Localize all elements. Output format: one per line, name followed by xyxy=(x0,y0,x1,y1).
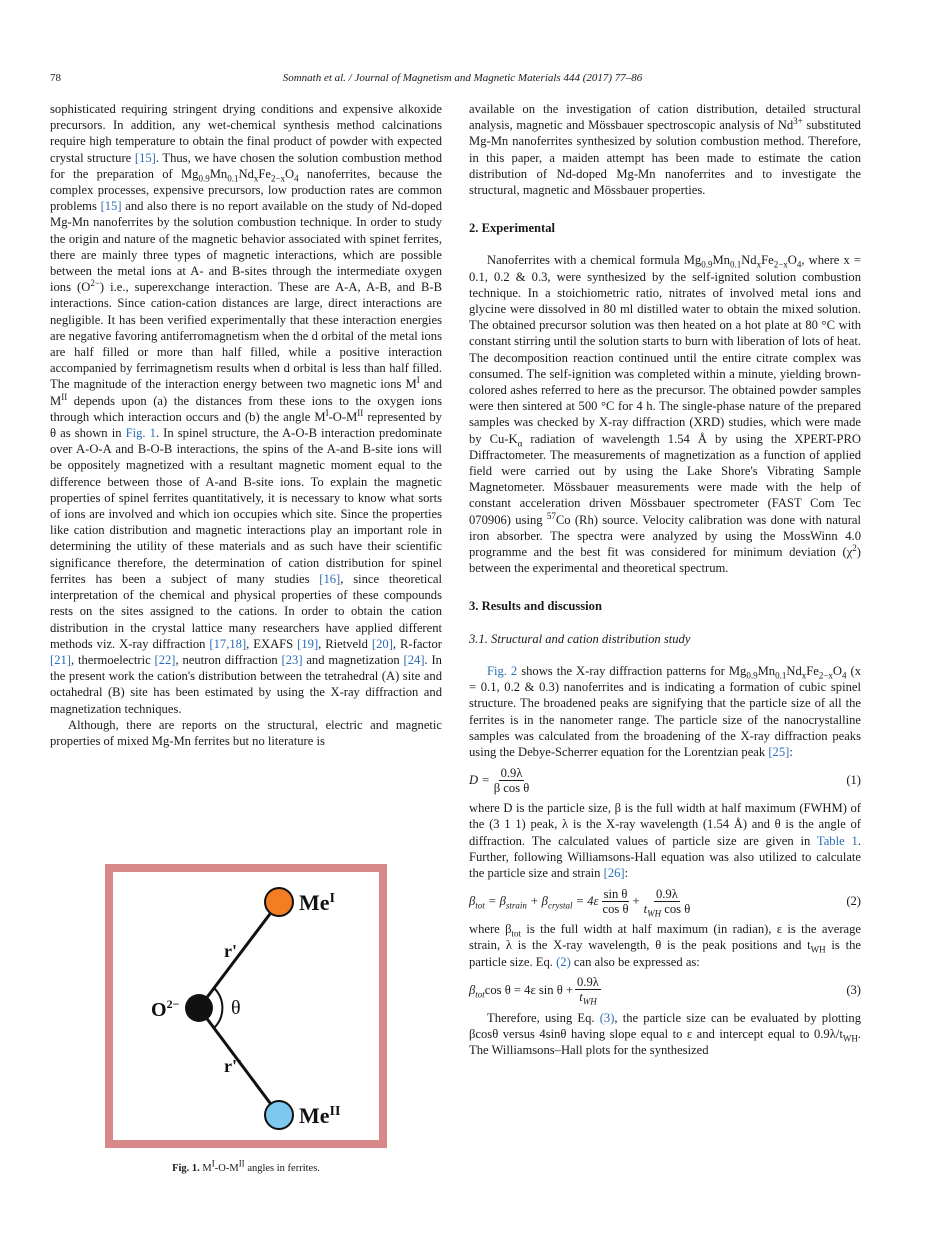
left-paragraph-1: sophisticated requiring stringent drying conditions and expensive alkoxide precursors. In addition, any wet-chemical synthesis method calcinations require high temperature to obtain the final product of powder with expected crystal structure [15]. Thus, we have chosen the solution combustion method for the preparation of $Mg_{0.9}Mn_{0.1}Nd_xFe_{2-x}O_4$ nanoferrites, because the complex processes, expensive precursors, low production rates are common problems [15] and also there is no report available on the study of Nd-doped Mg-Mn nanoferrites by the solution combustion technique. In order to study the origin and nature of the magnetic behavior associated with spinet ferrites, there are mainly three types of magnetic interactions, which are possible between the metal ions at A- and B-sites through the intermediate oxygen ions $(O^{2-})$ i.e., superexchange interaction. These are A-A, A-B, and B-B interactions. Since cation-cation distances are large, direct interactions are negligible. It has been verified experimentally that these interaction energies are negative favoring antiferromagnetism when the d orbital of the metal ions are half filled or more than half filled, while a positive interaction accompanied by ferrimagnetism results when d orbital is less than half filled. The magnitude of the interaction energy between two magnetic ions $M^I$ and $M^{II}$ depends upon (a) the distances from these ions to the oxygen ions through which interaction occurs and (b) the angle $M^I-O-M^{II}$ represented by θ as shown in Fig. 1. In spinel structure, the A-O-B interaction predominate over A-O-A and B-O-B interactions, the spins of the A-and B-site ions will be oppositely magnetized with a resultant magnetic moment equal to the difference between those of A-and B-site ions. To explain the magnetic properties of spinel ferrites quantitatively, it is necessary to know what sorts of ions are involved and which ion occupies which site. Since the properties like cation distribution and magnetic interactions play an important role in determining the utility of these materials and as such have their scientific significance therefore, the determination of cation distribution for spinel ferrites has been a subject of many studies [16], since theoretical interpretation of the chemical and physical properties of these compounds rests on the sites assigned to the cations. In order to obtain the cation distribution in the crystal lattice many researchers have applied different methods viz. X-ray diffraction [17,18], EXAFS [19], Rietveld [20], R-factor [21], thermoelectric [22], neutron diffraction [23] and magnetization [24]. In the present work the cation's distribution between the tetrahedral (A) site and octahedral (B) site has been estimated by using the X-ray diffraction and magnetization techniques. xyxy=(50,102,442,716)
label-oxygen: $O^{2-}$ xyxy=(151,997,180,1021)
equation-3: $\beta_{tot}$ cos θ = 4ε sin θ + $\frac{0.9\lambda}{t_{WH}}$ (3) xyxy=(469,975,861,1007)
label-r-prime: r' xyxy=(224,941,237,961)
equation-1-number: (1) xyxy=(846,773,861,788)
metal-ion-1 xyxy=(265,888,293,916)
section-2-heading: 2. Experimental xyxy=(469,221,556,236)
experimental-paragraph: Nanoferrites with a chemical formula $Mg_{0.9}Mn_{0.1}Nd_xFe_{2-x}O_4$, where x = 0.1, 0.2 & 0.3, were synthesized by the self-ignited solution combustion technique. In a stoichiometric ratio, nitrates of involved metal ions and glycine were dissolved in 80 ml distilled water to obtain the mixed solution. The obtained precursor solution was then heated on a hot plate at 80 °C with constant stirring until the solution starts to burn with liberation of lots of heat. The decomposition reaction continued until the entire citrate complex was consumed. The self-ignition was completed within a minute, yielding brown-colored ashes referred to here as the precursor. The obtained powder samples were then sintered at 500 °C for 4 h. The single-phase nature of the prepared samples was checked by X-ray diffraction (XRD) studies, which were made by $Cu-K_\alpha$ radiation of wavelength 1.54 Å by using the XPERT-PRO Diffractometer. The measurements of magnetization as a function of applied field were carried out by using the Lake Shore's Vibrating Sample Magnetometer. Mössbauer measurements were made with the help of constant acceleration driven Mössbauer spectrometer (FAST Com Tec 070906) using $^{57}$Co (Rh) source. Velocity calibration was done with natural iron absorber. The spectra were analyzed by using the MossWinn 4.0 programme and the best fit was considered for minimum deviation $(\chi^2)$ between the experimental and theoretical spectrum. xyxy=(469,253,862,576)
ref-22[interactable]: [22] xyxy=(154,652,176,667)
label-r-double-prime: r'' xyxy=(224,1056,242,1076)
equation-2-number: (2) xyxy=(846,894,861,909)
fig-2-link[interactable]: Fig. 2 xyxy=(487,663,518,678)
ref-16[interactable]: [16] xyxy=(319,571,341,586)
eq-2-link[interactable]: (2) xyxy=(556,954,571,969)
table-1-link[interactable]: Table 1 xyxy=(816,833,858,848)
section-3-1-heading: 3.1. Structural and cation distribution study xyxy=(469,631,691,646)
results-paragraph-3: where $\beta_{tot}$ is the full width at half maximum (in radian), ε is the average strain, λ is the X-ray wavelength, θ is the peak positions and $t_{WH}$ is the particle size. Eq. (2) can also be expressed as: xyxy=(469,922,861,969)
ref-26[interactable]: [26] xyxy=(603,865,625,880)
left-paragraph-2: Although, there are reports on the structural, electric and magnetic properties of mixed Mg-Mn ferrites but no literature is xyxy=(50,717,442,748)
equation-1: D = $\frac{0.9\lambda}{\text{β cos θ}}$ (1) xyxy=(469,765,861,795)
section-3-heading: 3. Results and discussion xyxy=(469,599,602,614)
metal-ion-2 xyxy=(265,1101,293,1129)
equation-3-number: (3) xyxy=(846,982,861,997)
results-paragraph-4: Therefore, using Eq. (3), the particle size can be evaluated by plotting βcosθ versus 4sinθ having slope equal to ε and intercept equal to $0.9\lambda/t_{WH}$. The Williamsons–Hall plots for the synthesized xyxy=(469,1010,861,1058)
label-theta: θ xyxy=(231,997,241,1019)
right-paragraph-0: available on the investigation of cation distribution, detailed structural analysis, magnetic and Mössbauer spectroscopic analysis of $Nd^{3+}$ substituted Mg-Mn nanoferrites synthesized by solution combustion method. Therefore, in this paper, a maiden attempt has been made to estimate the cation distribution of Nd-doped Mg-Mn nanoferrites and to investigate the structural, magnetic and Mössbauer properties. xyxy=(469,102,861,198)
angle-diagram xyxy=(113,872,379,1140)
oxygen-atom xyxy=(185,994,213,1022)
ref-15[interactable]: [15] xyxy=(134,150,156,165)
bond-line-upper xyxy=(199,902,279,1008)
results-paragraph-2: where D is the particle size, β is the full width at half maximum (FWHM) of the (3 1 1) peak, λ is the X-ray wavelength (1.54 Å) and θ is the angle of diffraction. The calculated values of particle size are given in Table 1. Further, following Williamsons-Hall equation was also utilized to calculate the particle size and strain [26]: xyxy=(469,801,861,880)
ref-15b[interactable]: [15] xyxy=(100,199,122,214)
figure-1 xyxy=(113,872,379,1140)
label-me-1: $Me^I$ xyxy=(299,890,335,915)
figure-1-caption: Fig. 1. $M^I-O-M^{II}$ angles in ferrites. xyxy=(172,1158,320,1174)
results-paragraph-1: Fig. 2 shows the X-ray diffraction patterns for $Mg_{0.9}Mn_{0.1}Nd_xFe_{2-x}O_4$ (x = 0.1, 0.2 & 0.3) nanoferrites and is indicating a formation of cubic spinel structure. The broadened peaks are signifying that the particle size of all the ferrites is in the nanometer range. The particle size of the nanocrystalline samples was calculated from the broadening of the X-ray diffraction peaks using the Debye-Scherrer equation for the Lorentzian peak [25]: xyxy=(469,663,862,759)
fig-1-link[interactable]: Fig. 1 xyxy=(125,426,156,441)
eq-3-link[interactable]: (3) xyxy=(599,1010,615,1025)
ref-23[interactable]: [23] xyxy=(281,652,303,667)
ref-21[interactable]: [21] xyxy=(50,652,71,667)
running-title: Somnath et al. / Journal of Magnetism and Magnetic Materials 444 (2017) 77–86 xyxy=(282,72,643,84)
ref-24[interactable]: [24] xyxy=(403,652,425,667)
angle-arc xyxy=(214,988,222,1028)
page-number: 78 xyxy=(50,72,61,84)
ref-19[interactable]: [19] xyxy=(297,636,319,651)
ref-17-18[interactable]: [17,18] xyxy=(209,636,247,651)
label-me-2: $Me^{II}$ xyxy=(299,1103,341,1128)
right-column xyxy=(469,101,861,1058)
figure-1-frame xyxy=(105,864,387,1148)
ref-25[interactable]: [25] xyxy=(768,744,790,759)
ref-20[interactable]: [20] xyxy=(371,636,393,651)
left-column xyxy=(50,101,442,749)
equation-2: $\beta_{tot} = \beta_{strain} + \beta_{crystal} = 4\varepsilon$ $\frac{\text{sin θ}}{\text{cos θ}}$ + $\frac{0.9\lambda}{t_{WH} \cos \theta}$ (2) xyxy=(469,886,861,919)
